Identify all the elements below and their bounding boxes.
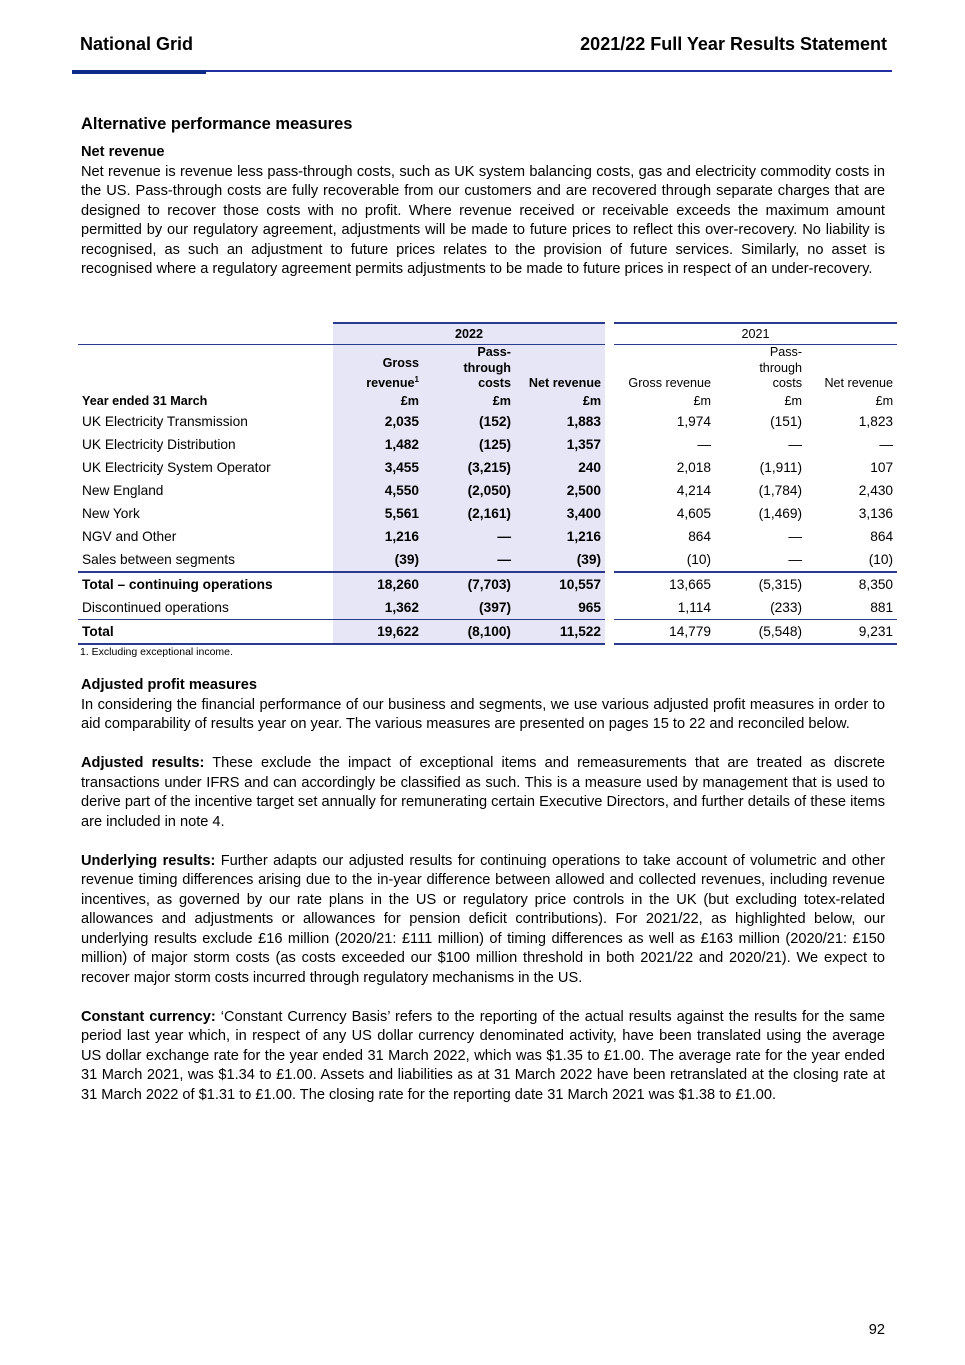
table-row: [78, 410, 897, 433]
cell-value: (2,050): [423, 479, 515, 502]
cell-value: (39): [515, 548, 605, 572]
adjusted-profit-heading: Adjusted profit measures: [81, 677, 257, 693]
constant-currency-text: ‘Constant Currency Basis’ refers to the reporting of the actual results against the results for the same period last year which, in respect of any US dollar currency denominated activity, have been translated using the average US dollar exchange rate for the year ended 31 March 2022, which was $1.35 to £1.00. The average rate for the year ended 31 March 2021, was $1.34 to £1.00. Assets and liabilities as at 31 March 2022 have been retranslated at the closing rate at 31 March 2022 of $1.31 to £1.00. The closing rate for the reporting date 31 March 2021 was $1.38 to £1.00.: [81, 1008, 885, 1103]
cell-value: 13,665: [614, 572, 715, 596]
net-revenue-table-wrapper: [78, 322, 894, 658]
cell-value: 1,974: [676, 413, 712, 429]
cell-value: 18,260: [333, 572, 423, 596]
adjusted-results-paragraph: [81, 754, 885, 832]
row-label: UK Electricity Transmission: [82, 413, 248, 429]
unit-label: £m: [515, 392, 605, 410]
page-number: 92: [868, 1322, 885, 1338]
column-header-row: [78, 345, 897, 392]
intro-section: [81, 114, 885, 280]
row-label: New England: [82, 482, 164, 498]
cell-value: 1,482: [333, 433, 423, 456]
col-header-gross-revenue-2021: Gross revenue: [614, 345, 715, 392]
cell-value: 2,035: [333, 410, 423, 433]
cell-value: (7,703): [423, 572, 515, 596]
table-row: [78, 433, 897, 456]
underlying-results-text: Further adapts our adjusted results for continuing operations to take account of volumetric and other revenue timing differences arising due to the in-year difference between allowed and collected revenues, including revenue incentives, as governed by our rate plans in the US or regulatory price controls in the UK (but excluding totex-related allowances and adjustments or allowances for pension deficit contributions). For 2021/22, as highlighted below, our underlying results exclude £16 million (2020/21: £111 million) of timing differences as well as £163 million (2020/21: £150 million) of major storm costs (as costs exceeded our $100 million threshold in both 2021/22 and 2020/21). We expect to recover major storm costs incurred through regulatory mechanisms in the US.: [81, 852, 885, 986]
table-row-discontinued: [78, 596, 897, 620]
cell-value: 1,823: [858, 413, 894, 429]
cell-value: —: [697, 436, 712, 452]
cell-value: 1,362: [333, 596, 423, 620]
table-footnote: 1. Excluding exceptional income.: [80, 645, 233, 658]
company-name: National Grid: [80, 34, 194, 54]
table-row: [78, 548, 897, 572]
adjusted-results-lead: Adjusted results:: [81, 755, 205, 771]
header-rule-accent: [72, 70, 206, 74]
row-label: Discontinued operations: [82, 599, 229, 615]
adjusted-profit-text: In considering the financial performance of our business and segments, we use various adjusted profit measures in order to aid comparability of results year on year. The various measures are presented on pages 15 to 22 and reconciled below.: [81, 696, 885, 732]
constant-currency-lead: Constant currency:: [81, 1008, 216, 1025]
cell-value: 19,622: [333, 619, 423, 644]
constant-currency-paragraph: [81, 1008, 885, 1106]
cell-value: (397): [423, 596, 515, 620]
cell-value: (233): [770, 599, 803, 615]
cell-value: 4,550: [333, 479, 423, 502]
cell-value: (39): [333, 548, 423, 572]
cell-value: 3,400: [515, 502, 605, 525]
cell-value: 1,883: [515, 410, 605, 433]
row-label: New York: [82, 505, 140, 521]
cell-value: (151): [770, 413, 803, 429]
cell-value: (1,784): [758, 482, 803, 498]
col-header-gross-revenue-2022: Gross revenue$^1$: [333, 345, 423, 392]
cell-value: (152): [423, 410, 515, 433]
cell-value: 9,231: [806, 619, 897, 644]
cell-value: 3,455: [333, 456, 423, 479]
cell-value: 965: [515, 596, 605, 620]
section-title: Alternative performance measures: [81, 115, 353, 133]
cell-value: 1,357: [515, 433, 605, 456]
cell-value: (125): [423, 433, 515, 456]
unit-row: [78, 392, 897, 410]
cell-value: (8,100): [423, 619, 515, 644]
net-revenue-table: [78, 322, 897, 645]
net-revenue-text: Net revenue is revenue less pass-through costs, such as UK system balancing costs, gas and electricity commodity costs in the US. Pass-through costs are fully recoverable from our customers and are recovered through separate charges that are designed to recover those costs with no profit. Where revenue received or receivable exceeds the maximum amount permitted by our regulatory agreement, adjustments will be made to future prices to reflect this over-recovery. No liability is recognised, as such an adjustment to future prices relates to the provision of future services. Similarly, no asset is recognised where a regulatory agreement permits adjustments to be made to future prices in respect of an under-recovery.: [81, 163, 885, 277]
year-2021-header: 2021: [614, 323, 897, 345]
row-label: Sales between segments: [82, 551, 235, 567]
cell-value: (3,215): [423, 456, 515, 479]
col-header-net-revenue-2021: Net revenue: [806, 345, 897, 392]
row-label: Total: [78, 619, 333, 644]
table-row: [78, 456, 897, 479]
net-revenue-heading: Net revenue: [81, 144, 165, 160]
unit-label: £m: [875, 393, 894, 408]
cell-value: 2,018: [676, 459, 712, 475]
row-header-label: Year ended 31 March: [82, 393, 208, 408]
segment-rows: [78, 410, 897, 572]
cell-value: 11,522: [515, 619, 605, 644]
cell-value: (10): [686, 551, 712, 567]
unit-label: £m: [784, 393, 803, 408]
cell-value: —: [788, 551, 803, 567]
cell-value: —: [423, 525, 515, 548]
table-row: [78, 525, 897, 548]
cell-value: 14,779: [614, 619, 715, 644]
cell-value: —: [788, 528, 803, 544]
cell-value: 4,214: [676, 482, 712, 498]
cell-value: (1,911): [759, 459, 803, 475]
table-row-total-continuing: [78, 572, 897, 596]
cell-value: (1,469): [758, 505, 803, 521]
underlying-results-paragraph: [81, 852, 885, 989]
cell-value: —: [879, 436, 894, 452]
cell-value: 864: [870, 528, 894, 544]
table-row: [78, 502, 897, 525]
cell-value: 8,350: [806, 572, 897, 596]
col-header-pass-through-2021: Pass- through costs: [715, 345, 806, 392]
table-row: [78, 479, 897, 502]
adjusted-measures-section: [81, 676, 885, 1105]
cell-value: (2,161): [423, 502, 515, 525]
cell-value: 5,561: [333, 502, 423, 525]
cell-value: 3,136: [858, 505, 894, 521]
year-header-row: [78, 323, 897, 345]
row-label: UK Electricity Distribution: [82, 436, 236, 452]
cell-value: 2,430: [858, 482, 894, 498]
cell-value: 1,216: [333, 525, 423, 548]
cell-value: 864: [688, 528, 712, 544]
unit-label: £m: [333, 392, 423, 410]
row-label: NGV and Other: [82, 528, 177, 544]
cell-value: 4,605: [676, 505, 712, 521]
unit-label: £m: [423, 392, 515, 410]
cell-value: 1,216: [515, 525, 605, 548]
cell-value: —: [423, 548, 515, 572]
adjusted-results-text: These exclude the impact of exceptional items and remeasurements that are treated as discrete transactions under IFRS and can accordingly be classified as such. This is a measure used by management that is used to derive part of the incentive target set annually for remunerating certain Executive Directors, and further details of these items are included in note 4.: [81, 755, 885, 830]
document-title: 2021/22 Full Year Results Statement: [580, 34, 887, 54]
row-label: Total – continuing operations: [78, 572, 333, 596]
cell-value: (5,315): [715, 572, 806, 596]
cell-value: (10): [868, 551, 894, 567]
cell-value: 10,557: [515, 572, 605, 596]
col-header-pass-through-2022: Pass- through costs: [423, 345, 515, 392]
table-row-total: [78, 619, 897, 644]
page-header: [80, 34, 887, 58]
cell-value: (5,548): [715, 619, 806, 644]
cell-value: —: [788, 436, 803, 452]
col-header-net-revenue-2022: Net revenue: [515, 345, 605, 392]
cell-value: 107: [870, 459, 894, 475]
year-2022-header: 2022: [333, 323, 605, 345]
cell-value: 881: [870, 599, 894, 615]
unit-label: £m: [693, 393, 712, 408]
underlying-results-lead: Underlying results:: [81, 852, 216, 869]
cell-value: 2,500: [515, 479, 605, 502]
totals-rows: [78, 572, 897, 644]
cell-value: 1,114: [677, 599, 712, 615]
cell-value: 240: [515, 456, 605, 479]
row-label: UK Electricity System Operator: [82, 459, 271, 475]
